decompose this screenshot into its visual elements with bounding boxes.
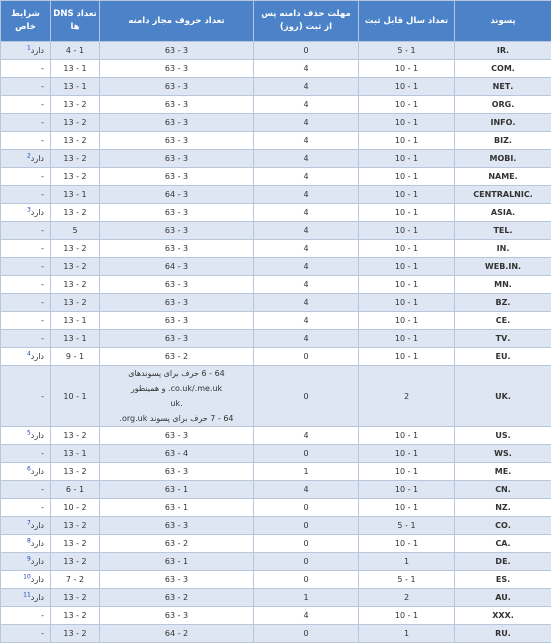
cell-grace-period: 1 bbox=[254, 463, 359, 481]
cell-extension: .CO bbox=[455, 517, 551, 535]
cell-special-conditions bbox=[1, 366, 51, 427]
cell-allowed-length: 1 - 63 bbox=[100, 553, 254, 571]
cell-extension: .INFO bbox=[455, 114, 551, 132]
cell-registration-years: 1 bbox=[359, 625, 455, 643]
cell-allowed-length: 1 - 63 bbox=[100, 481, 254, 499]
footnote-reference[interactable]: 2 bbox=[26, 152, 31, 160]
cell-extension: .COM bbox=[455, 60, 551, 78]
condition-text: - bbox=[41, 64, 44, 73]
cell-allowed-length: 3 - 63 bbox=[100, 60, 254, 78]
cell-dns-count: 2 - 7 bbox=[51, 571, 100, 589]
condition-text: - bbox=[41, 391, 44, 401]
condition-text: - bbox=[41, 100, 44, 109]
cell-registration-years: 1 - 10 bbox=[359, 96, 455, 114]
condition-text: - bbox=[41, 316, 44, 325]
cell-extension: .MOBI bbox=[455, 150, 551, 168]
cell-extension: .UK bbox=[455, 366, 551, 427]
cell-allowed-length: 3 - 63 bbox=[100, 427, 254, 445]
cell-special-conditions bbox=[1, 42, 51, 60]
cell-registration-years: 1 - 10 bbox=[359, 348, 455, 366]
condition-text: دارد bbox=[30, 467, 44, 476]
cell-special-conditions bbox=[1, 114, 51, 132]
condition-text: - bbox=[41, 226, 44, 235]
cell-special-conditions bbox=[1, 607, 51, 625]
cell-extension: .DE bbox=[455, 553, 551, 571]
cell-special-conditions bbox=[1, 222, 51, 240]
header-special-conditions: شرایط خاص bbox=[1, 1, 51, 42]
cell-grace-period: 0 bbox=[254, 535, 359, 553]
table-row bbox=[1, 499, 551, 517]
cell-special-conditions bbox=[1, 240, 51, 258]
cell-registration-years: 1 - 10 bbox=[359, 204, 455, 222]
cell-grace-period: 4 bbox=[254, 276, 359, 294]
condition-text: - bbox=[41, 485, 44, 494]
cell-dns-count: 1 - 13 bbox=[51, 60, 100, 78]
cell-extension: .IR bbox=[455, 42, 551, 60]
cell-allowed-length: 3 - 63 bbox=[100, 78, 254, 96]
cell-dns-count: 2 - 13 bbox=[51, 114, 100, 132]
condition-text: دارد bbox=[30, 593, 44, 602]
cell-grace-period: 4 bbox=[254, 78, 359, 96]
cell-allowed-length: 3 - 63 bbox=[100, 42, 254, 60]
cell-grace-period: 4 bbox=[254, 150, 359, 168]
cell-special-conditions bbox=[1, 517, 51, 535]
cell-allowed-length: 3 - 63 bbox=[100, 312, 254, 330]
cell-extension: .BIZ bbox=[455, 132, 551, 150]
footnote-reference[interactable]: 9 bbox=[26, 555, 31, 563]
cell-extension: .ASIA bbox=[455, 204, 551, 222]
cell-special-conditions bbox=[1, 258, 51, 276]
cell-grace-period: 4 bbox=[254, 312, 359, 330]
cell-extension: .CN bbox=[455, 481, 551, 499]
cell-special-conditions bbox=[1, 96, 51, 114]
cell-grace-period: 4 bbox=[254, 607, 359, 625]
cell-dns-count: 1 - 13 bbox=[51, 78, 100, 96]
cell-special-conditions bbox=[1, 463, 51, 481]
cell-registration-years: 1 - 10 bbox=[359, 258, 455, 276]
condition-text: دارد bbox=[30, 539, 44, 548]
footnote-reference[interactable]: 5 bbox=[26, 429, 31, 437]
cell-dns-count: 2 - 13 bbox=[51, 463, 100, 481]
cell-allowed-length: 3 - 63 bbox=[100, 463, 254, 481]
table-row bbox=[1, 571, 551, 589]
table-row bbox=[1, 348, 551, 366]
cell-extension: .XXX bbox=[455, 607, 551, 625]
condition-text: - bbox=[41, 172, 44, 181]
cell-allowed-length: 4 - 63 bbox=[100, 445, 254, 463]
table-row bbox=[1, 168, 551, 186]
cell-special-conditions bbox=[1, 348, 51, 366]
footnote-reference[interactable]: 4 bbox=[26, 350, 31, 358]
cell-special-conditions bbox=[1, 60, 51, 78]
table-row bbox=[1, 294, 551, 312]
table-row bbox=[1, 607, 551, 625]
table-row bbox=[1, 186, 551, 204]
cell-dns-count: 1 - 9 bbox=[51, 348, 100, 366]
condition-text: دارد bbox=[30, 154, 44, 163]
cell-allowed-length: 3 - 64 bbox=[100, 186, 254, 204]
cell-grace-period: 0 bbox=[254, 348, 359, 366]
cell-grace-period: 0 bbox=[254, 553, 359, 571]
cell-special-conditions bbox=[1, 312, 51, 330]
table-row bbox=[1, 445, 551, 463]
cell-registration-years: 1 - 10 bbox=[359, 463, 455, 481]
cell-grace-period: 4 bbox=[254, 132, 359, 150]
table-row bbox=[1, 78, 551, 96]
cell-registration-years: 1 - 10 bbox=[359, 330, 455, 348]
cell-allowed-length: 3 - 63 bbox=[100, 240, 254, 258]
cell-registration-years: 1 - 10 bbox=[359, 276, 455, 294]
cell-registration-years: 1 - 10 bbox=[359, 481, 455, 499]
cell-dns-count: 1 - 10 bbox=[51, 366, 100, 427]
cell-allowed-length: 3 - 63 bbox=[100, 114, 254, 132]
cell-extension: .AU bbox=[455, 589, 551, 607]
table-row bbox=[1, 589, 551, 607]
cell-registration-years: 1 - 5 bbox=[359, 42, 455, 60]
footnote-reference[interactable]: 7 bbox=[26, 519, 31, 527]
cell-registration-years: 1 bbox=[359, 553, 455, 571]
cell-extension: .ME bbox=[455, 463, 551, 481]
table-row bbox=[1, 258, 551, 276]
footnote-reference[interactable]: 6 bbox=[26, 465, 31, 473]
length-note-line: .uk bbox=[170, 399, 183, 408]
table-row bbox=[1, 330, 551, 348]
cell-dns-count: 2 - 13 bbox=[51, 427, 100, 445]
cell-allowed-length: 2 - 63 bbox=[100, 535, 254, 553]
cell-extension: .WS bbox=[455, 445, 551, 463]
header-grace-period: مهلت حذف دامنه پس از ثبت (روز) bbox=[254, 1, 359, 42]
table-body bbox=[1, 42, 551, 643]
footnote-reference[interactable]: 3 bbox=[26, 206, 31, 214]
cell-dns-count: 1 - 13 bbox=[51, 330, 100, 348]
cell-extension: .CA bbox=[455, 535, 551, 553]
cell-special-conditions bbox=[1, 589, 51, 607]
cell-allowed-length: 3 - 63 bbox=[100, 517, 254, 535]
cell-registration-years: 1 - 10 bbox=[359, 312, 455, 330]
cell-grace-period: 4 bbox=[254, 186, 359, 204]
cell-dns-count: 2 - 13 bbox=[51, 294, 100, 312]
condition-text: - bbox=[41, 262, 44, 271]
cell-allowed-length: 3 - 63 bbox=[100, 294, 254, 312]
header-allowed-length: تعداد حروف مجاز دامنه bbox=[100, 1, 254, 42]
cell-grace-period: 0 bbox=[254, 571, 359, 589]
condition-text: - bbox=[41, 629, 44, 638]
cell-dns-count: 2 - 13 bbox=[51, 150, 100, 168]
header-extension: پسوند bbox=[455, 1, 551, 42]
cell-dns-count: 2 - 10 bbox=[51, 499, 100, 517]
cell-registration-years: 1 - 10 bbox=[359, 168, 455, 186]
condition-text: - bbox=[41, 298, 44, 307]
table-row bbox=[1, 60, 551, 78]
cell-special-conditions bbox=[1, 535, 51, 553]
cell-grace-period: 0 bbox=[254, 517, 359, 535]
condition-text: دارد bbox=[30, 431, 44, 440]
cell-registration-years: 1 - 10 bbox=[359, 607, 455, 625]
cell-grace-period: 4 bbox=[254, 330, 359, 348]
cell-grace-period: 4 bbox=[254, 60, 359, 78]
cell-grace-period: 1 bbox=[254, 589, 359, 607]
cell-dns-count: 1 - 13 bbox=[51, 186, 100, 204]
cell-allowed-length: 3 - 63 bbox=[100, 276, 254, 294]
condition-text: - bbox=[41, 190, 44, 199]
table-row bbox=[1, 535, 551, 553]
cell-extension: .CE bbox=[455, 312, 551, 330]
cell-extension: .TV bbox=[455, 330, 551, 348]
cell-allowed-length: 3 - 63 bbox=[100, 571, 254, 589]
condition-text: دارد bbox=[30, 575, 44, 584]
cell-grace-period: 0 bbox=[254, 366, 359, 427]
cell-special-conditions bbox=[1, 445, 51, 463]
cell-dns-count: 2 - 13 bbox=[51, 535, 100, 553]
condition-text: - bbox=[41, 503, 44, 512]
cell-allowed-length: 3 - 63 bbox=[100, 150, 254, 168]
cell-special-conditions bbox=[1, 78, 51, 96]
cell-special-conditions bbox=[1, 330, 51, 348]
cell-registration-years: 2 bbox=[359, 589, 455, 607]
length-note-line: 64 - 7 حرف برای پسوند org.uk. bbox=[119, 414, 234, 423]
cell-registration-years: 1 - 10 bbox=[359, 114, 455, 132]
table-row bbox=[1, 222, 551, 240]
table-row bbox=[1, 427, 551, 445]
cell-dns-count: 1 - 13 bbox=[51, 445, 100, 463]
cell-extension: .CENTRALNIC bbox=[455, 186, 551, 204]
cell-registration-years: 1 - 10 bbox=[359, 150, 455, 168]
cell-grace-period: 4 bbox=[254, 258, 359, 276]
cell-special-conditions bbox=[1, 204, 51, 222]
condition-text: دارد bbox=[30, 352, 44, 361]
cell-extension: .ES bbox=[455, 571, 551, 589]
condition-text: - bbox=[41, 611, 44, 620]
cell-registration-years: 1 - 10 bbox=[359, 132, 455, 150]
condition-text: - bbox=[41, 280, 44, 289]
cell-grace-period: 0 bbox=[254, 499, 359, 517]
cell-extension: .ORG bbox=[455, 96, 551, 114]
condition-text: - bbox=[41, 82, 44, 91]
cell-grace-period: 4 bbox=[254, 481, 359, 499]
cell-extension: .NAME bbox=[455, 168, 551, 186]
cell-dns-count: 2 - 13 bbox=[51, 589, 100, 607]
cell-grace-period: 4 bbox=[254, 96, 359, 114]
footnote-reference[interactable]: 10 bbox=[23, 573, 31, 581]
cell-registration-years: 1 - 10 bbox=[359, 240, 455, 258]
cell-dns-count: 1 - 6 bbox=[51, 481, 100, 499]
cell-grace-period: 4 bbox=[254, 114, 359, 132]
cell-registration-years: 1 - 10 bbox=[359, 535, 455, 553]
table-row bbox=[1, 276, 551, 294]
cell-special-conditions bbox=[1, 294, 51, 312]
cell-dns-count: 5 bbox=[51, 222, 100, 240]
table-row bbox=[1, 132, 551, 150]
length-note-line: 64 - 6 حرف برای پسوندهای co.uk/.me.uk. و همینطور bbox=[128, 369, 225, 393]
cell-allowed-length: 3 - 64 bbox=[100, 258, 254, 276]
condition-text: - bbox=[41, 334, 44, 343]
cell-extension: .EU bbox=[455, 348, 551, 366]
cell-dns-count: 1 - 13 bbox=[51, 312, 100, 330]
footnote-reference[interactable]: 11 bbox=[23, 591, 31, 599]
table-row bbox=[1, 625, 551, 643]
cell-registration-years: 1 - 10 bbox=[359, 294, 455, 312]
condition-text: دارد bbox=[30, 208, 44, 217]
table-row bbox=[1, 481, 551, 499]
cell-special-conditions bbox=[1, 481, 51, 499]
cell-extension: .MN bbox=[455, 276, 551, 294]
cell-extension: .NZ bbox=[455, 499, 551, 517]
header-dns-count: تعداد DNS ها bbox=[51, 1, 100, 42]
cell-dns-count: 1 - 4 bbox=[51, 42, 100, 60]
table-row bbox=[1, 240, 551, 258]
table-row bbox=[1, 553, 551, 571]
cell-dns-count: 2 - 13 bbox=[51, 553, 100, 571]
cell-registration-years: 1 - 10 bbox=[359, 445, 455, 463]
condition-text: - bbox=[41, 449, 44, 458]
cell-grace-period: 4 bbox=[254, 240, 359, 258]
cell-special-conditions bbox=[1, 276, 51, 294]
cell-registration-years: 1 - 10 bbox=[359, 186, 455, 204]
footnote-reference[interactable]: 8 bbox=[26, 537, 31, 545]
cell-grace-period: 4 bbox=[254, 168, 359, 186]
cell-allowed-length: 2 - 63 bbox=[100, 589, 254, 607]
table-row bbox=[1, 463, 551, 481]
cell-allowed-length: 3 - 63 bbox=[100, 204, 254, 222]
condition-text: دارد bbox=[30, 521, 44, 530]
cell-special-conditions bbox=[1, 625, 51, 643]
cell-extension: .WEB.IN bbox=[455, 258, 551, 276]
condition-text: - bbox=[41, 136, 44, 145]
condition-text: دارد bbox=[30, 557, 44, 566]
cell-dns-count: 2 - 13 bbox=[51, 276, 100, 294]
footnote-reference[interactable]: 1 bbox=[26, 44, 31, 52]
cell-dns-count: 2 - 13 bbox=[51, 132, 100, 150]
cell-grace-period: 4 bbox=[254, 427, 359, 445]
cell-allowed-length: 3 - 63 bbox=[100, 168, 254, 186]
cell-dns-count: 2 - 13 bbox=[51, 607, 100, 625]
cell-grace-period: 4 bbox=[254, 204, 359, 222]
cell-extension: .TEL bbox=[455, 222, 551, 240]
cell-registration-years: 1 - 10 bbox=[359, 222, 455, 240]
cell-registration-years: 1 - 10 bbox=[359, 78, 455, 96]
cell-grace-period: 4 bbox=[254, 294, 359, 312]
cell-special-conditions bbox=[1, 499, 51, 517]
cell-dns-count: 2 - 13 bbox=[51, 258, 100, 276]
table-row bbox=[1, 366, 551, 427]
cell-registration-years: 1 - 10 bbox=[359, 499, 455, 517]
cell-dns-count: 2 - 13 bbox=[51, 204, 100, 222]
cell-dns-count: 2 - 13 bbox=[51, 168, 100, 186]
cell-allowed-length: 1 - 63 bbox=[100, 499, 254, 517]
cell-extension: .RU bbox=[455, 625, 551, 643]
cell-registration-years: 1 - 10 bbox=[359, 60, 455, 78]
cell-extension: .US bbox=[455, 427, 551, 445]
cell-dns-count: 2 - 13 bbox=[51, 517, 100, 535]
cell-special-conditions bbox=[1, 168, 51, 186]
table-row bbox=[1, 204, 551, 222]
cell-extension: .IN bbox=[455, 240, 551, 258]
cell-dns-count: 2 - 13 bbox=[51, 240, 100, 258]
condition-text: - bbox=[41, 118, 44, 127]
cell-dns-count: 2 - 13 bbox=[51, 96, 100, 114]
cell-grace-period: 4 bbox=[254, 222, 359, 240]
cell-special-conditions bbox=[1, 553, 51, 571]
table-header-row bbox=[1, 1, 551, 42]
table-row bbox=[1, 312, 551, 330]
cell-special-conditions bbox=[1, 427, 51, 445]
cell-allowed-length: 3 - 63 bbox=[100, 330, 254, 348]
table-row bbox=[1, 114, 551, 132]
cell-allowed-length bbox=[100, 366, 254, 427]
condition-text: - bbox=[41, 244, 44, 253]
table-row bbox=[1, 150, 551, 168]
cell-special-conditions bbox=[1, 150, 51, 168]
cell-allowed-length: 2 - 64 bbox=[100, 625, 254, 643]
cell-grace-period: 0 bbox=[254, 445, 359, 463]
cell-dns-count: 2 - 13 bbox=[51, 625, 100, 643]
cell-extension: .BZ bbox=[455, 294, 551, 312]
cell-allowed-length: 3 - 63 bbox=[100, 96, 254, 114]
cell-allowed-length: 3 - 63 bbox=[100, 607, 254, 625]
cell-grace-period: 0 bbox=[254, 42, 359, 60]
cell-registration-years: 2 bbox=[359, 366, 455, 427]
cell-registration-years: 1 - 5 bbox=[359, 571, 455, 589]
cell-allowed-length: 2 - 63 bbox=[100, 348, 254, 366]
table-row bbox=[1, 96, 551, 114]
cell-special-conditions bbox=[1, 571, 51, 589]
table-row bbox=[1, 517, 551, 535]
cell-allowed-length: 3 - 63 bbox=[100, 222, 254, 240]
condition-text: دارد bbox=[30, 46, 44, 55]
cell-allowed-length: 3 - 63 bbox=[100, 132, 254, 150]
header-registration-years: تعداد سال قابل ثبت bbox=[359, 1, 455, 42]
cell-special-conditions bbox=[1, 132, 51, 150]
cell-registration-years: 1 - 10 bbox=[359, 427, 455, 445]
cell-grace-period: 0 bbox=[254, 625, 359, 643]
table-row bbox=[1, 42, 551, 60]
cell-registration-years: 1 - 5 bbox=[359, 517, 455, 535]
cell-extension: .NET bbox=[455, 78, 551, 96]
cell-special-conditions bbox=[1, 186, 51, 204]
